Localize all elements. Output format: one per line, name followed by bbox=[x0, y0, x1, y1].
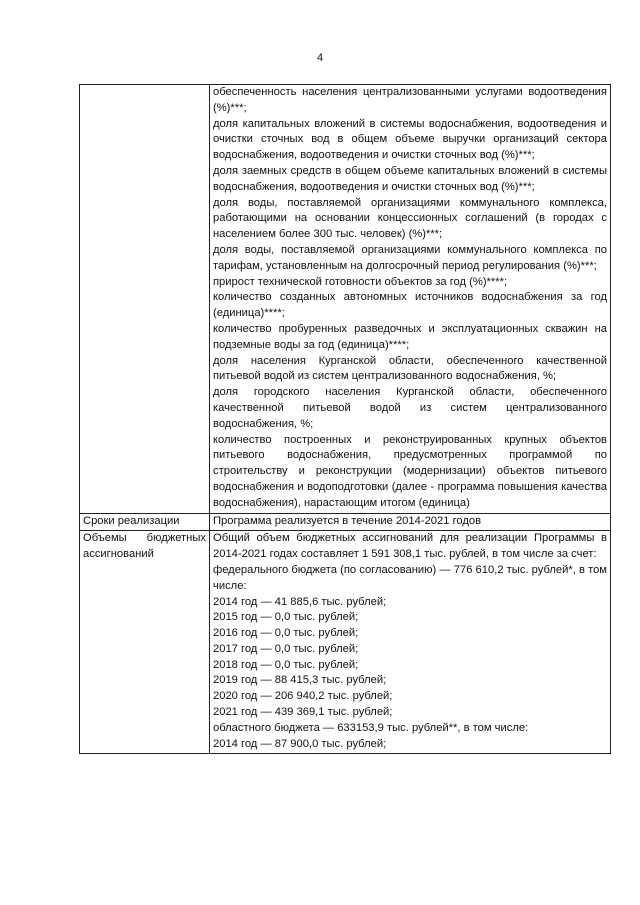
budget-year-line: 2016 год — 0,0 тыс. рублей; bbox=[213, 627, 359, 640]
page-number: 4 bbox=[316, 52, 324, 64]
indicator-item: количество построенных и реконструированных крупных объектов питьевого водоснабжения, предусмотренных программой по строительству и реконструкции (модернизации) объектов питьевого водоснабжения и водоподготовки (далее - программа повышения качества водоснабжения), нарастающим итогом (единица) bbox=[213, 433, 607, 509]
indicators-label-cell bbox=[80, 85, 210, 514]
budget-content-cell bbox=[210, 531, 611, 754]
terms-label: Сроки реализации bbox=[83, 514, 180, 527]
indicator-item: доля капитальных вложений в системы водоснабжения, водоотведения и очистки сточных вод в общем объеме выручки организаций сектора водоснабжения, водоотведения и очистки сточных вод (%)***; bbox=[213, 117, 607, 162]
passport-table bbox=[79, 84, 611, 754]
budget-regional: областного бюджета — 633153,9 тыс. рублей**, в том числе: bbox=[213, 721, 529, 734]
table-row-indicators bbox=[80, 85, 611, 514]
indicator-item: доля населения Курганской области, обеспеченного качественной питьевой водой из систем централизованного водоснабжения, %; bbox=[213, 354, 607, 383]
budget-label: Объемы бюджетных ассигнований bbox=[83, 532, 206, 561]
budget-year-line: 2015 год — 0,0 тыс. рублей; bbox=[213, 611, 359, 624]
table-row-budget bbox=[80, 531, 611, 754]
indicator-item: доля воды, поставляемой организациями коммунального комплекса, работающими на основании концессионных соглашений (в городах с населением более 300 тыс. человек) (%)***; bbox=[213, 196, 607, 241]
budget-year-line: 2019 год — 88 415,3 тыс. рублей; bbox=[213, 674, 387, 687]
budget-intro: Общий объем бюджетных ассигнований для реализации Программы в 2014-2021 годах составляет 1 591 308,1 тыс. рублей, в том числе за счет: bbox=[213, 532, 607, 561]
budget-year-line: 2018 год — 0,0 тыс. рублей; bbox=[213, 658, 359, 671]
indicator-item: количество пробуренных разведочных и эксплуатационных скважин на подземные воды за год (единица)****; bbox=[213, 322, 607, 351]
table-row-terms bbox=[80, 513, 611, 531]
indicator-item: доля городского населения Курганской области, обеспеченного качественной питьевой водой из систем централизованного водоснабжения, %; bbox=[213, 386, 607, 430]
terms-label-cell bbox=[80, 513, 210, 531]
indicator-item: количество созданных автономных источников водоснабжения за год (единица)****; bbox=[213, 291, 607, 320]
budget-label-cell bbox=[80, 531, 210, 754]
indicator-item: доля заемных средств в общем объеме капитальных вложений в системы водоснабжения, водоотведения и очистки сточных вод (%)***; bbox=[213, 164, 607, 193]
indicator-item: прирост технической готовности объектов за год (%)****; bbox=[213, 275, 508, 288]
budget-year-line: 2017 год — 0,0 тыс. рублей; bbox=[213, 642, 359, 655]
indicator-item: доля воды, поставляемой организациями коммунального комплекса по тарифам, установленным на долгосрочный период регулирования (%)***; bbox=[213, 243, 607, 272]
budget-year-line: 2020 год — 206 940,2 тыс. рублей; bbox=[213, 690, 393, 703]
terms-content: Программа реализуется в течение 2014-2021 годов bbox=[213, 514, 482, 527]
indicators-content-cell bbox=[210, 85, 611, 514]
terms-content-cell bbox=[210, 513, 611, 531]
budget-year-line: 2014 год — 41 885,6 тыс. рублей; bbox=[213, 595, 387, 608]
budget-federal: федерального бюджета (по согласованию) — 776 610,2 тыс. рублей*, в том числе: bbox=[213, 563, 607, 592]
budget-regional-year-line: 2014 год — 87 900,0 тыс. рублей; bbox=[213, 737, 387, 750]
indicator-item: обеспеченность населения централизованными услугами водоотведения (%)***; bbox=[213, 86, 607, 114]
budget-year-line: 2021 год — 439 369,1 тыс. рублей; bbox=[213, 706, 393, 719]
